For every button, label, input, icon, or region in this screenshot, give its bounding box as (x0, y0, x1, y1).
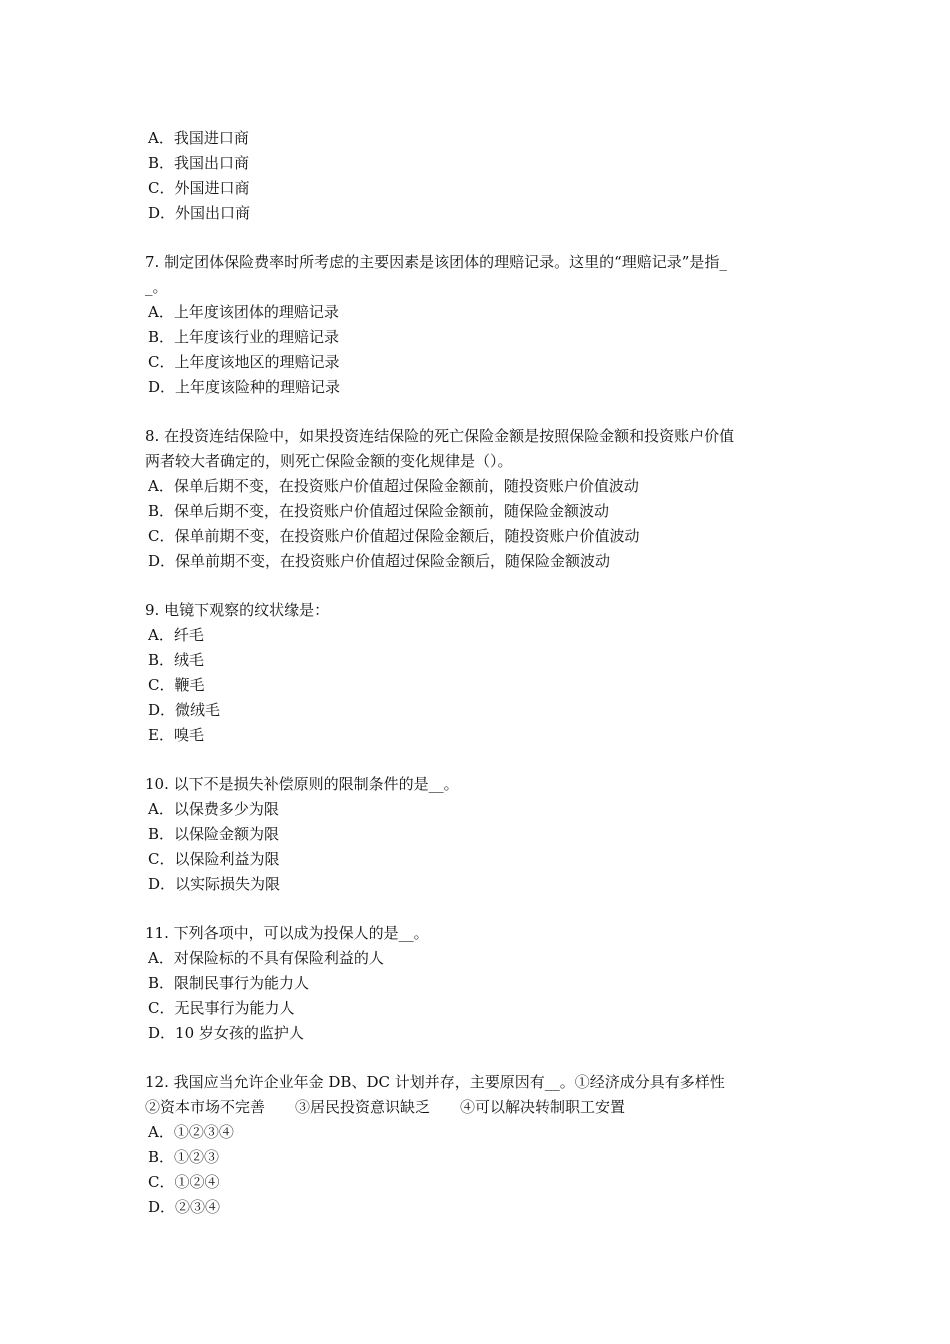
option-d: D．以实际损失为限 (148, 875, 281, 893)
option-d: D．②③④ (148, 1198, 221, 1216)
document-page (145, 126, 813, 1220)
question-stem-continued: ②资本市场不完善 ③居民投资意识缺乏 ④可以解决转制职工安置 (145, 1098, 626, 1116)
option-e: E．嗅毛 (148, 726, 204, 744)
option-b: B．保单后期不变，在投资账户价值超过保险金额前，随保险金额波动 (148, 502, 610, 520)
option-a: A．上年度该团体的理赔记录 (148, 303, 339, 321)
option-b: B．绒毛 (148, 651, 205, 669)
option-d: D．微绒毛 (148, 701, 221, 719)
question-stem: 7. 制定团体保险费率时所考虑的主要因素是该团体的理赔记录。这里的“理赔记录”是指_ (145, 253, 727, 271)
option-b: B．上年度该行业的理赔记录 (148, 328, 340, 346)
question-stem: 10. 以下不是损失补偿原则的限制条件的是__。 (145, 775, 459, 793)
option-c: C．鞭毛 (148, 676, 205, 694)
option-d: D．10 岁女孩的监护人 (148, 1024, 304, 1042)
question-stem: 8. 在投资连结保险中，如果投资连结保险的死亡保险金额是按照保险金额和投资账户价值 (145, 427, 735, 445)
question-8 (145, 424, 813, 574)
option-d: D．保单前期不变，在投资账户价值超过保险金额后，随保险金额波动 (148, 552, 611, 570)
option-a: A．我国进口商 (148, 129, 249, 147)
prev-question-options (145, 126, 813, 226)
option-b: B．①②③ (148, 1148, 220, 1166)
option-a: A．对保险标的不具有保险利益的人 (148, 949, 384, 967)
question-stem: 12. 我国应当允许企业年金 DB、DC 计划并存，主要原因有__。①经济成分具有多样性 (145, 1073, 725, 1091)
question-9 (145, 598, 813, 748)
question-11 (145, 921, 813, 1046)
option-b: B．限制民事行为能力人 (148, 974, 310, 992)
option-c: C．保单前期不变，在投资账户价值超过保险金额后，随投资账户价值波动 (148, 527, 640, 545)
option-c: C．外国进口商 (148, 179, 250, 197)
question-stem: 9. 电镜下观察的纹状缘是： (145, 601, 330, 619)
option-b: B．以保险金额为限 (148, 825, 280, 843)
option-c: C．①②④ (148, 1173, 220, 1191)
option-a: A．①②③④ (148, 1123, 234, 1141)
option-a: A．以保费多少为限 (148, 800, 279, 818)
option-d: D．上年度该险种的理赔记录 (148, 378, 341, 396)
option-a: A．保单后期不变，在投资账户价值超过保险金额前，随投资账户价值波动 (148, 477, 639, 495)
option-a: A．纤毛 (148, 626, 204, 644)
question-12 (145, 1070, 813, 1220)
question-stem-continued: 两者较大者确定的，则死亡保险金额的变化规律是（）。 (145, 452, 513, 470)
option-d: D．外国出口商 (148, 204, 251, 222)
option-b: B．我国出口商 (148, 154, 250, 172)
question-stem: 11. 下列各项中，可以成为投保人的是__。 (145, 924, 429, 942)
question-stem-continued: _。 (145, 278, 168, 296)
option-c: C．上年度该地区的理赔记录 (148, 353, 340, 371)
option-c: C．无民事行为能力人 (148, 999, 295, 1017)
question-10 (145, 772, 813, 897)
question-7 (145, 250, 813, 400)
option-c: C．以保险利益为限 (148, 850, 280, 868)
